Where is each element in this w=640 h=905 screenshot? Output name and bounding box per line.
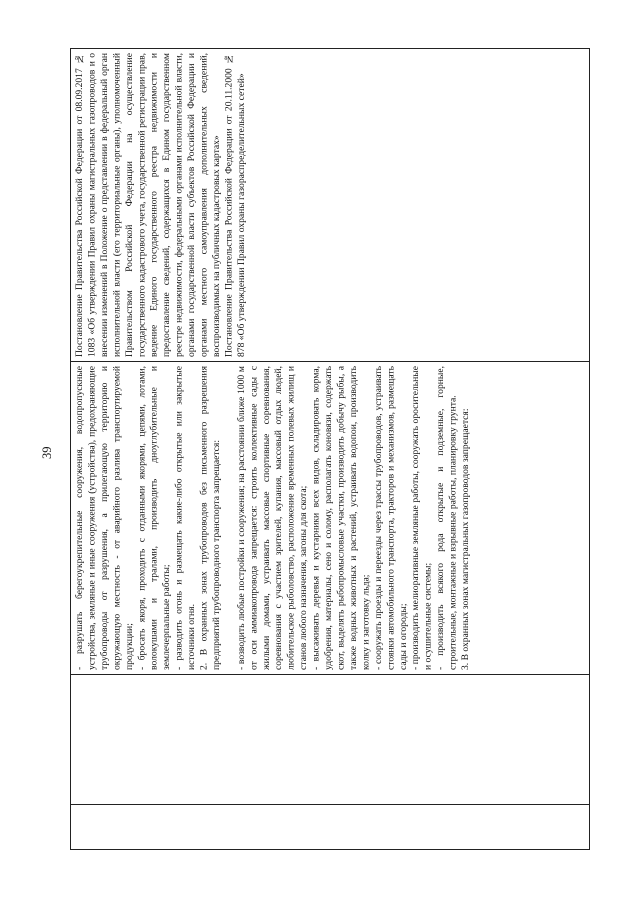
restriction-line: - бросать якоря, проходить с отданными якорями, цепями, лотами, волокушами и тралами, производить дноуглубительные и землечерпальные работы; — [136, 366, 173, 670]
restriction-line: - сооружать проезды и переезды через трассы трубопроводов, устраивать стоянки автомобильного транспорта, тракторов и механизмов, размещать сады и огороды; — [372, 366, 409, 670]
legal-reference-1: Постановление Правительства Российской Федерации от 08.09.2017 № 1083 «Об утверждении Правил охраны магистральных газопроводов и о внесении изменений в Положение о представлении в федеральный орган исполнительной власти (его территориальные органы), уполномоченный Правительством Российской Федерации на осуществление государственного кадастрового учета, государственной регистрации прав, ведение Единого государственного реестра недвижимости и предоставление сведений, содержащихся в Едином государственном реестре недвижимости, федеральными органами исполнительной власти, органами государственной власти субъектов Российской Федерации и органами местного самоуправления дополнительных сведений, воспроизводимых на публичных кадастровых картах» — [74, 53, 222, 357]
legal-basis-column — [71, 49, 589, 361]
restrictions-column — [71, 362, 589, 674]
regulations-table — [70, 48, 590, 850]
restriction-line: - производить всякого рода открытые и подземные, горные, строительные, монтажные и взрывные работы, планировку грунта. — [435, 366, 459, 670]
column-divider-2 — [71, 674, 589, 675]
restriction-line: - разрушать берегоукрепительные сооружения, водопропускные устройства, земляные и иные сооружения (устройства), предохраняющие трубопроводы от разрушения, а прилегающую территорию и окружающую местность - от аварийного разлива транспортируемой продукции; — [74, 366, 135, 670]
page-number: 39 — [40, 446, 54, 460]
restriction-line: - разводить огонь и размещать какие-либо открытые или закрытые источники огня. — [173, 366, 198, 670]
section-heading-3: 3. В охранных зонах магистральных газопроводов запрещается: — [460, 408, 472, 670]
restriction-line: - высаживать деревья и кустарники всех видов, складировать корма, удобрения, материалы, сено и солому, располагать коновязи, содержать скот, выделять рыбопромысловые участки, производить добычу рыбы, а также водных животных и растений, устраивать водопои, производить колку и заготовку льда; — [310, 366, 372, 670]
restriction-line: - производить мелиоративные земляные работы, сооружать оросительные и осушительные системы; — [410, 366, 434, 670]
column-divider-3 — [71, 804, 589, 805]
legal-reference-2: Постановление Правительства Российской Федерации от 20.11.2000 № 878 «Об утверждении Правил охраны газораспределительных сетей» — [223, 53, 247, 357]
restriction-line: - возводить любые постройки и сооружения; на расстоянии ближе 1000 м от оси аммиакопровода запрещается: строить коллективные сады с жилыми домами, устраивать массовые спортивные соревнования, соревнования с участием зрителей, купания, массовый отдых людей, любительское рыболовство, расположение временных полевых жилищ и станов любого назначения, загоны для скота; — [235, 366, 310, 670]
section-heading-2: 2. В охранных зонах трубопроводов без письменного разрешения предприятий трубопроводного транспорта запрещается: — [198, 366, 222, 670]
